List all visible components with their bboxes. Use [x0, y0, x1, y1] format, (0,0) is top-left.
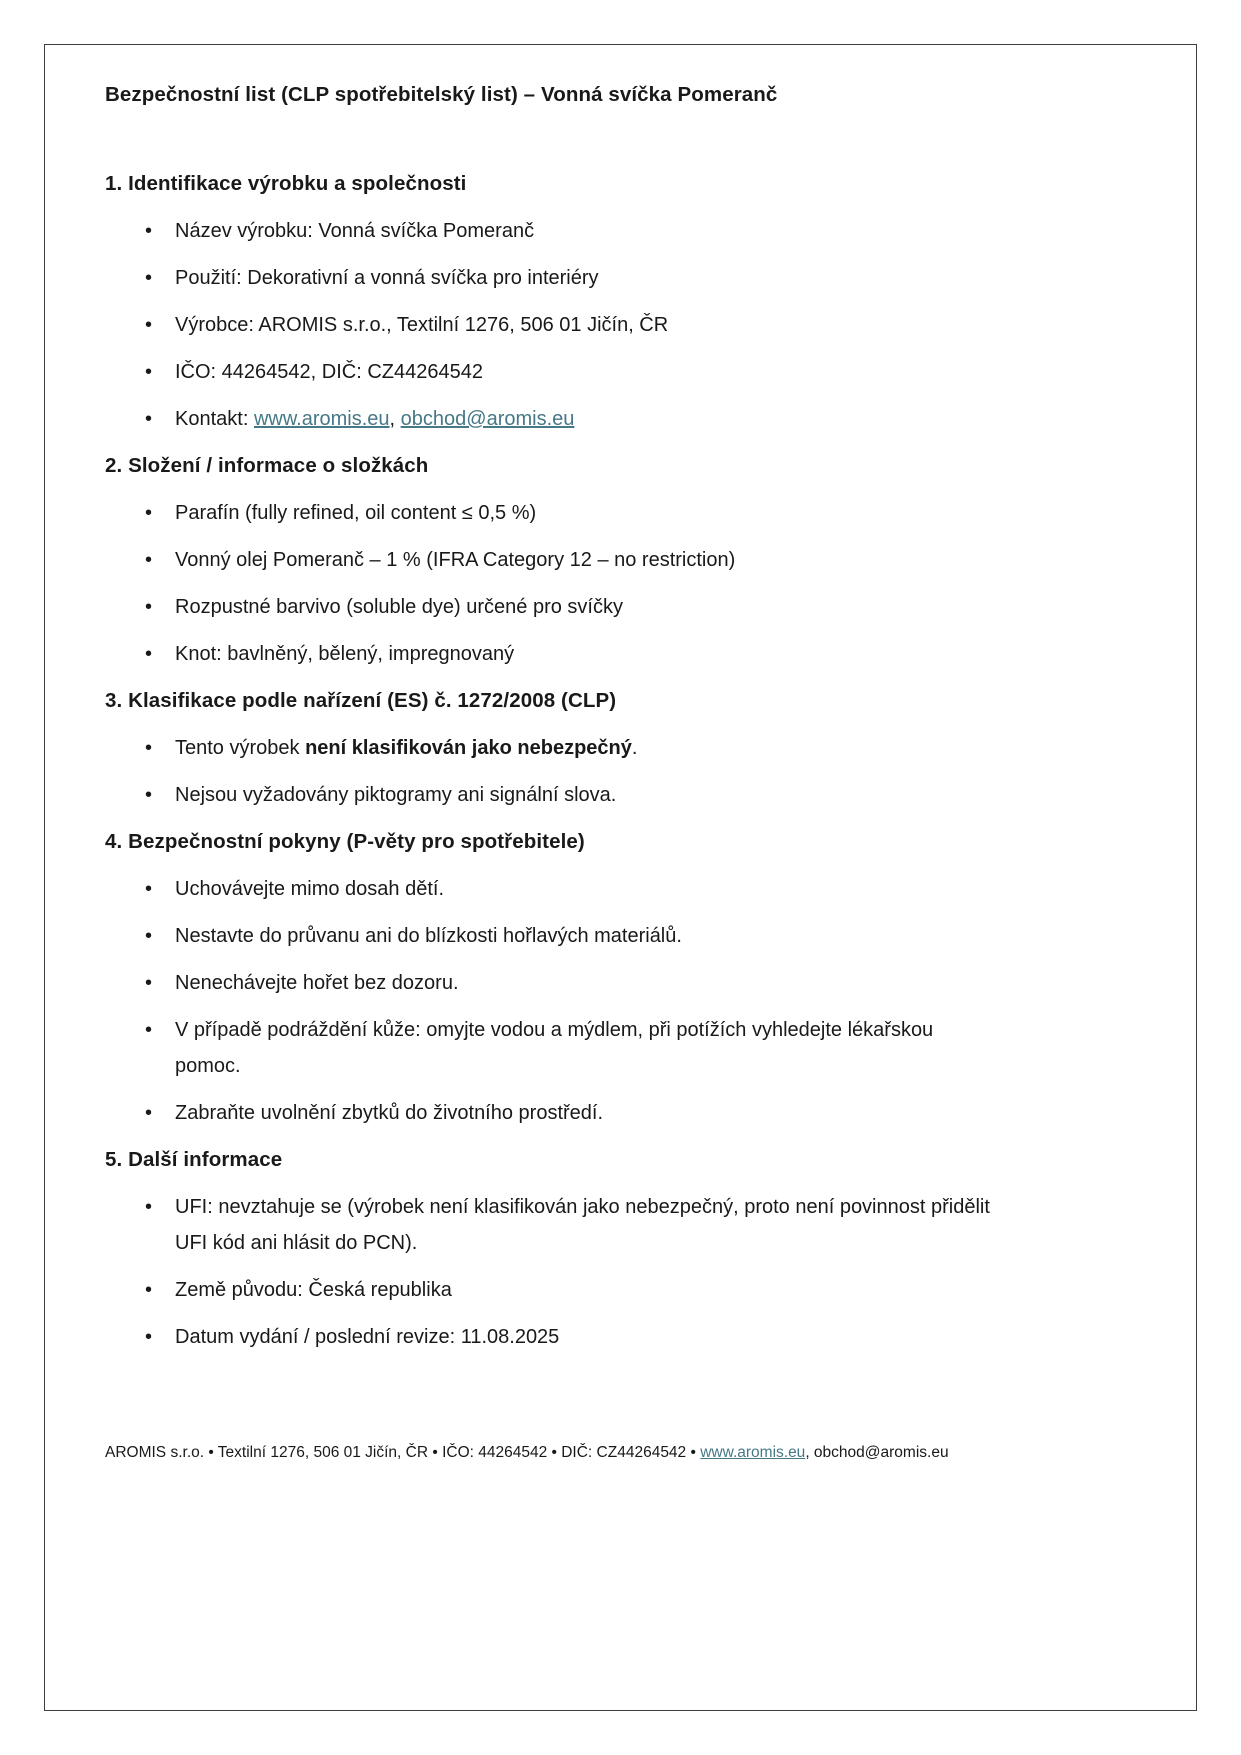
bullet-text: Země původu: Česká republika [175, 1279, 452, 1301]
bullet-text: UFI: nevztahuje se (výrobek není klasifikován jako nebezpečný, proto není povinnost přidělit UFI kód ani hlásit do PCN). [175, 1196, 990, 1254]
bullet-item [105, 1272, 997, 1308]
section-heading-2: 2. Složení / informace o složkách [105, 454, 429, 477]
bullet-text: IČO: 44264542, DIČ: CZ44264542 [175, 361, 483, 383]
bullet-text: Uchovávejte mimo dosah dětí. [175, 878, 445, 900]
bullet-item [105, 542, 997, 578]
bullet-text: Parafín (fully refined, oil content ≤ 0,5 %) [175, 502, 537, 524]
bullet-text: Použití: Dekorativní a vonná svíčka pro interiéry [175, 267, 599, 289]
bullet-text: Nenechávejte hořet bez dozoru. [175, 972, 459, 994]
bullet-item [105, 871, 997, 907]
bullet-text: není klasifikován jako nebezpečný [305, 737, 632, 759]
bullet-item [105, 260, 997, 296]
bullet-item [105, 1012, 997, 1084]
bullet-item [105, 1189, 997, 1261]
bullet-item [105, 777, 997, 813]
bullet-item [105, 401, 997, 437]
bullet-item [105, 1319, 997, 1355]
document-content [105, 80, 1115, 1355]
document-footer [105, 1442, 1115, 1463]
aromis-email-link[interactable]: obchod@aromis.eu [400, 408, 575, 430]
aromis-website-link[interactable]: www.aromis.eu [253, 408, 390, 430]
bullet-item [105, 636, 997, 672]
footer-text: , obchod@aromis.eu [805, 1444, 949, 1461]
bullet-text: Nestavte do průvanu ani do blízkosti hořlavých materiálů. [175, 925, 682, 947]
bullet-text: Knot: bavlněný, bělený, impregnovaný [175, 643, 515, 665]
bullet-text: Tento výrobek [175, 737, 306, 759]
bullet-item [105, 730, 997, 766]
bullet-item [105, 307, 997, 343]
bullet-list-1 [105, 213, 1115, 437]
bullet-text: , [389, 408, 401, 430]
bullet-text: Nejsou vyžadovány piktogramy ani signální slova. [175, 784, 617, 806]
bullet-text: Zabraňte uvolnění zbytků do životního prostředí. [175, 1102, 604, 1124]
footer-text: AROMIS s.r.o. • Textilní 1276, 506 01 Jičín, ČR • IČO: 44264542 • DIČ: CZ44264542 • [105, 1444, 701, 1461]
footer-website-link[interactable]: www.aromis.eu [700, 1444, 806, 1461]
bullet-list-2 [105, 495, 1115, 672]
bullet-item [105, 213, 997, 249]
bullet-text: Výrobce: AROMIS s.r.o., Textilní 1276, 506 01 Jičín, ČR [175, 314, 669, 336]
bullet-text: Rozpustné barvivo (soluble dye) určené pro svíčky [175, 596, 623, 618]
document-body [105, 166, 1115, 1355]
bullet-text: Kontakt: [175, 408, 254, 430]
bullet-item [105, 918, 997, 954]
bullet-item [105, 1095, 997, 1131]
bullet-text: Název výrobku: Vonná svíčka Pomeranč [175, 220, 535, 242]
bullet-text: . [631, 737, 638, 759]
bullet-list-4 [105, 871, 1115, 1131]
bullet-item [105, 354, 997, 390]
bullet-text: Vonný olej Pomeranč – 1 % (IFRA Category 12 – no restriction) [175, 549, 736, 571]
bullet-list-3 [105, 730, 1115, 813]
section-heading-1: 1. Identifikace výrobku a společnosti [105, 172, 467, 195]
bullet-text: V případě podráždění kůže: omyjte vodou a mýdlem, při potížích vyhledejte lékařskou pomoc. [175, 1019, 934, 1077]
section-heading-5: 5. Další informace [105, 1148, 283, 1171]
bullet-list-5 [105, 1189, 1115, 1355]
bullet-item [105, 965, 997, 1001]
bullet-text: Datum vydání / poslední revize: 11.08.2025 [175, 1326, 560, 1348]
document-title: Bezpečnostní list (CLP spotřebitelský list) – Vonná svíčka Pomeranč [105, 83, 778, 106]
bullet-item [105, 589, 997, 625]
bullet-item [105, 495, 997, 531]
section-heading-4: 4. Bezpečnostní pokyny (P-věty pro spotřebitele) [105, 830, 585, 853]
section-heading-3: 3. Klasifikace podle nařízení (ES) č. 1272/2008 (CLP) [105, 689, 617, 712]
